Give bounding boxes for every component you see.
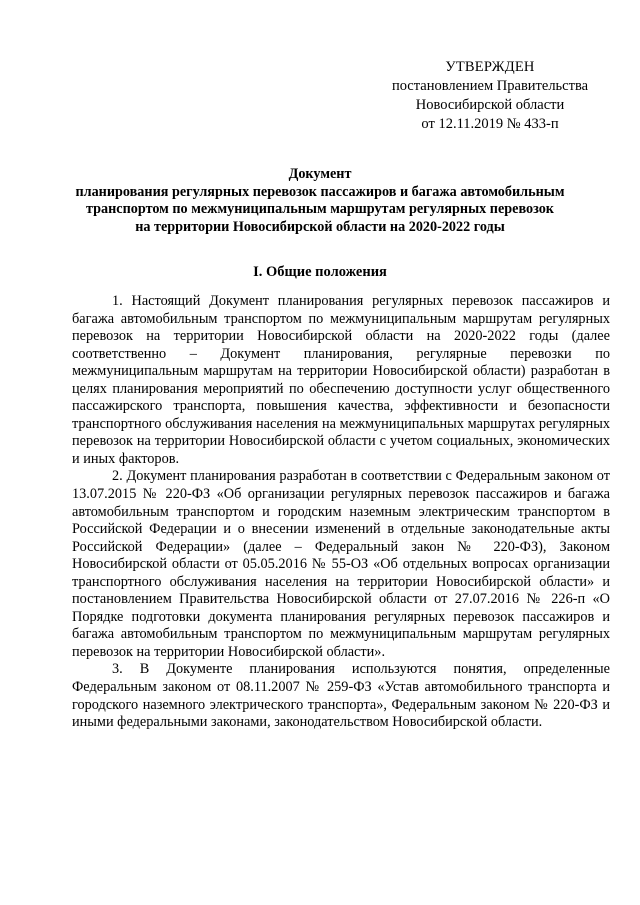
approval-line-2: Новосибирской области (415, 97, 565, 113)
document-title-line-3: транспортом по межмуниципальным маршрутам регулярных перевозок (86, 201, 554, 217)
approval-stamp (380, 58, 600, 134)
document-body (72, 293, 610, 732)
paragraph-1: 1. Настоящий Документ планирования регулярных перевозок пассажиров и багажа автомобильным транспортом по межмуниципальным маршрутам регулярных перевозок на территории Новосибирской области на 2020-2022 годы (далее соответственно – Документ планирования, регулярные перевозки по межмуниципальным маршрутам на территории Новосибирской области) разработан в целях планирования мероприятий по обеспечению доступности услуг общественного пассажирского транспорта, повышения качества, эффективности и безопасности транспортного обслуживания населения на межмуниципальных маршрутах регулярных перевозок на территории Новосибирской области с учетом социальных, экономических и иных факторов. (72, 293, 610, 467)
approval-line-1: постановлением Правительства (391, 78, 589, 94)
document-title-line-2: планирования регулярных перевозок пассажиров и багажа автомобильным (75, 183, 565, 200)
approval-line-3: от 12.11.2019 № 433-п (421, 116, 559, 132)
approval-title: УТВЕРЖДЕН (445, 59, 535, 75)
paragraph-2: 2. Документ планирования разработан в соответствии с Федеральным законом от 13.07.2015 № 220-ФЗ «Об организации регулярных перевозок пассажиров и багажа автомобильным транспортом и городским наземным электрическим транспортом в Российской Федерации и о внесении изменений в отдельные законодательные акты Российской Федерации» (далее – Федеральный закон № 220-ФЗ), Законом Новосибирской области от 05.05.2016 № 55-ОЗ «Об отдельных вопросах организации транспортного обслуживания населения на территории Новосибирской области» и постановлением Правительства Новосибирской области от 27.07.2016 № 226-п «О Порядке подготовки документа планирования регулярных перевозок пассажиров и багажа автомобильным транспортом по межмуниципальным маршрутам регулярных перевозок на территории Новосибирской области». (72, 468, 610, 660)
document-title (72, 166, 568, 236)
paragraph-3: 3. В Документе планирования используются понятия, определенные Федеральным законом от 08.11.2007 № 259-ФЗ «Устав автомобильного транспорта и городского наземного электрического транспорта», Федеральным законом № 220-ФЗ и иными федеральными законами, законодательством Новосибирской области. (72, 661, 610, 731)
document-title-line-4: на территории Новосибирской области на 2020-2022 годы (135, 218, 505, 235)
section-heading: I. Общие положения (253, 264, 387, 280)
document-title-line-1: Документ (288, 166, 352, 182)
